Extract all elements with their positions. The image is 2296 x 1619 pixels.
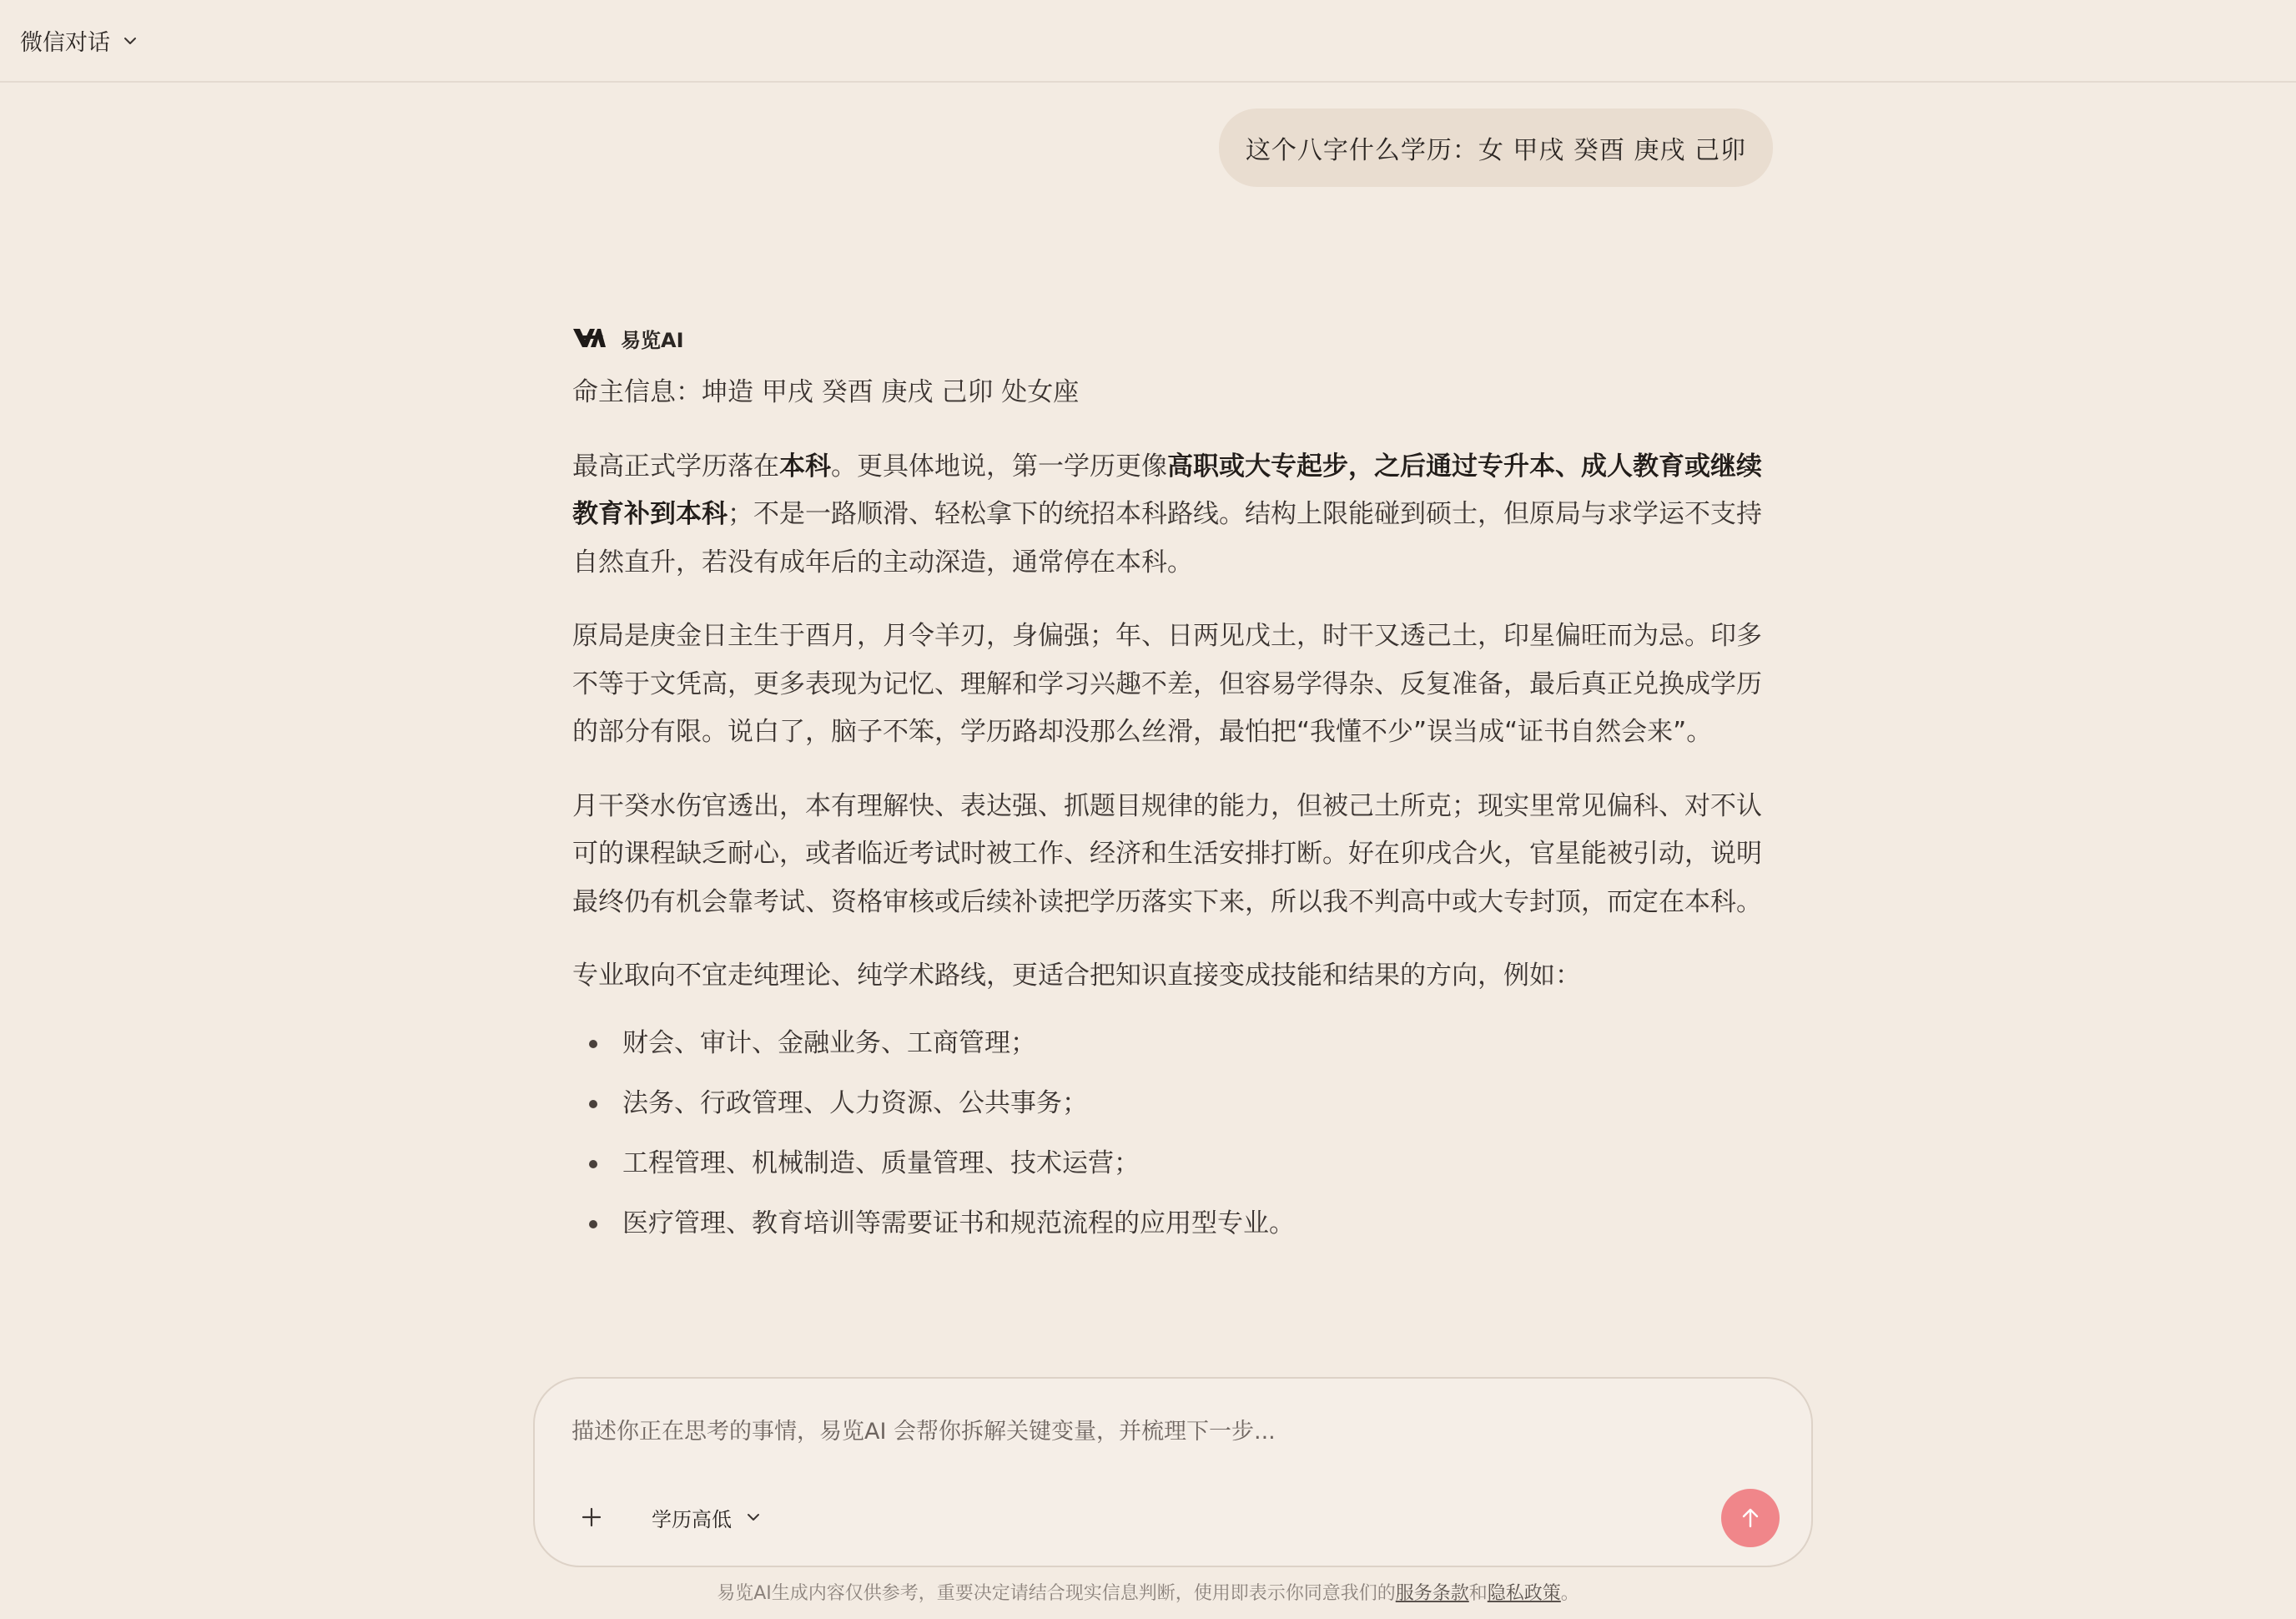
list-item: 法务、行政管理、人力资源、公共事务；: [572, 1087, 1774, 1120]
message-input[interactable]: [571, 1419, 1740, 1445]
chevron-down-icon: [122, 33, 138, 49]
user-message-text: 这个八字什么学历：女 甲戌 癸酉 庚戌 己卯: [1245, 136, 1746, 165]
assistant-header: [572, 324, 1774, 352]
plus-icon: [581, 1506, 602, 1528]
answer-paragraph-3: 月干癸水伤官透出，本有理解快、表达强、抓题目规律的能力，但被己土所克；现实里常见偏科、对不认可的课程缺乏耐心，或者临近考试时被工作、经济和生活安排打断。好在卯戌合火，官星能被引动，说明最终仍有机会靠考试、资格审核或后续补读把学历落实下来，所以我不判高中或大专封顶，而定在本科。: [572, 790, 1762, 917]
send-button[interactable]: [1721, 1489, 1780, 1547]
privacy-link[interactable]: 隐私政策: [1487, 1583, 1561, 1604]
brand-logo-icon: [572, 325, 606, 351]
assistant-answer: [572, 324, 1774, 1267]
arrow-up-icon: [1739, 1506, 1762, 1530]
message-composer: [533, 1377, 1813, 1567]
user-message-bubble: [1219, 108, 1773, 187]
conversation-selector[interactable]: [20, 24, 138, 57]
list-item: 医疗管理、教育培训等需要证书和规范流程的应用型专业。: [572, 1207, 1774, 1240]
mode-dropdown[interactable]: [652, 1500, 762, 1534]
top-bar: [0, 0, 2296, 83]
attach-button[interactable]: [577, 1502, 607, 1532]
answer-paragraph-1: 最高正式学历落在本科。更具体地说，第一学历更像高职或大专起步，之后通过专升本、成人教育或继续教育补到本科；不是一路顺滑、轻松拿下的统招本科路线。结构上限能碰到硕士，但原局与求学运不支持自然直升，若没有成年后的主动深造，通常停在本科。: [572, 451, 1762, 577]
conversation-title: 微信对话: [20, 30, 110, 56]
answer-paragraph-2: 原局是庚金日主生于酉月，月令羊刃，身偏强；年、日两见戊土，时干又透己土，印星偏旺而为忌。印多不等于文凭高，更多表现为记忆、理解和学习兴趣不差，但容易学得杂、反复准备，最后真正兑换成学历的部分有限。说白了，脑子不笨，学历路却没那么丝滑，最怕把“我懂不少”误当成“证书自然会来”。: [572, 621, 1762, 747]
list-item: 财会、审计、金融业务、工商管理；: [572, 1026, 1774, 1060]
list-item: 工程管理、机械制造、质量管理、技术运营；: [572, 1147, 1774, 1180]
chevron-down-icon: [745, 1509, 762, 1526]
assistant-name: 易览AI: [621, 328, 684, 352]
info-line: 命主信息：坤造 甲戌 癸酉 庚戌 己卯 处女座: [572, 377, 1080, 407]
answer-paragraph-4: 专业取向不宜走纯理论、纯学术路线，更适合把知识直接变成技能和结果的方向，例如：: [572, 961, 1581, 991]
mode-label: 学历高低: [652, 1507, 732, 1531]
major-list: [572, 1026, 1774, 1240]
terms-link[interactable]: 服务条款: [1395, 1583, 1469, 1604]
disclaimer: 易览AI生成内容仅供参考，重要决定请结合现实信息判断，使用即表示你同意我们的服务条款和隐私政策。: [717, 1583, 1579, 1604]
